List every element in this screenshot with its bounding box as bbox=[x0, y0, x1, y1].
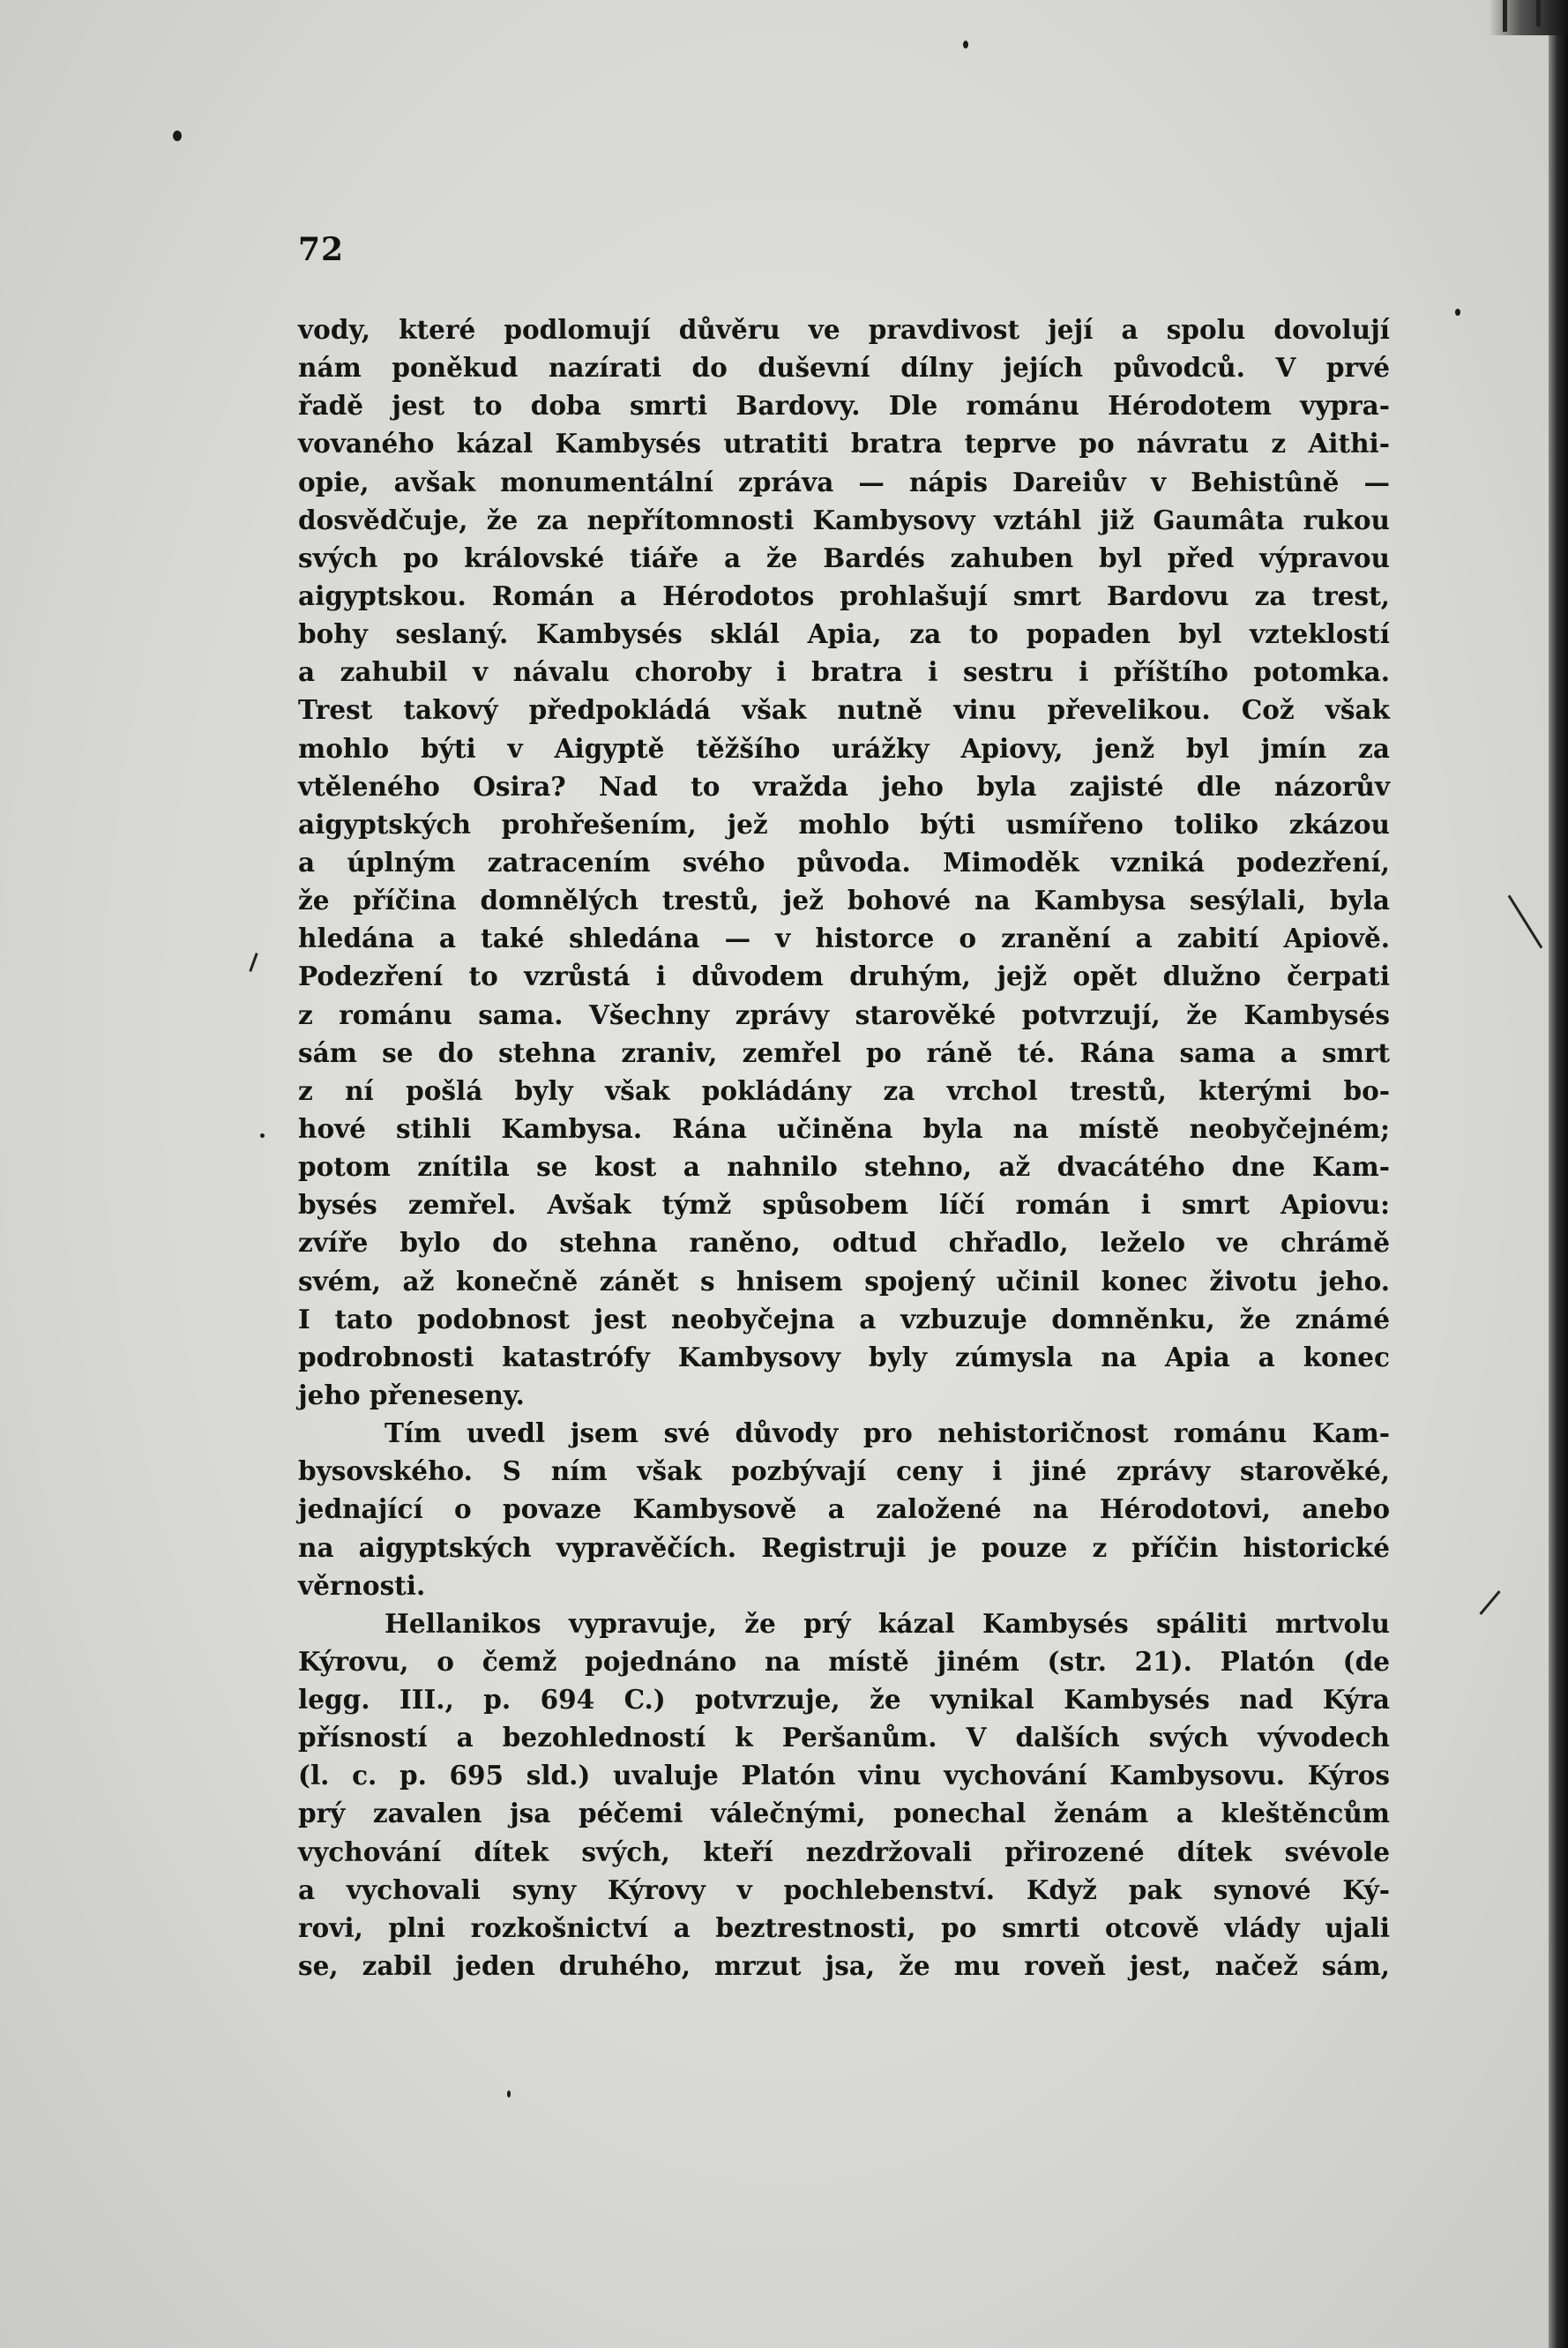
text-line: věrnosti. bbox=[298, 1569, 426, 1601]
text-line: rovi, plni rozkošnictví a beztrestnosti, po smrti otcově vlády ujali bbox=[298, 1911, 1390, 1943]
text-line: a úplným zatracením svého původa. Mimoděk vzniká podezření, bbox=[298, 846, 1390, 878]
text-line: aigyptskou. Román a Hérodotos prohlašují smrt Bardovu za trest, bbox=[298, 580, 1390, 611]
text-line: zvíře bylo do stehna raněno, odtud chřadlo, leželo ve chrámě bbox=[298, 1227, 1390, 1259]
text-line: vody, které podlomují důvěru ve pravdivost její a spolu dovolují bbox=[298, 314, 1390, 345]
text-line: podrobnosti katastrófy Kambysovy byly zúmysla na Apia a konec bbox=[298, 1341, 1390, 1372]
text-line: I tato podobnost jest neobyčejna a vzbuzuje domněnku, že známé bbox=[298, 1303, 1390, 1335]
text-line: opie, avšak monumentální zpráva — nápis Dareiův v Behistûně — bbox=[298, 466, 1390, 497]
text-line: mohlo býti v Aigyptě těžšího urážky Apiovy, jenž byl jmín za bbox=[298, 732, 1390, 764]
page-corner-shadow bbox=[1489, 0, 1568, 35]
text-line: Kýrovu, o čemž pojednáno na místě jiném (str. 21). Platón (de bbox=[298, 1645, 1390, 1677]
text-line: bysés zemřel. Avšak týmž spůsobem líčí román i smrt Apiovu: bbox=[298, 1189, 1390, 1221]
text-line: bysovského. S ním však pozbývají ceny i jiné zprávy starověké, bbox=[298, 1455, 1390, 1487]
text-line: Tím uvedl jsem své důvody pro nehistoričnost románu Kam- bbox=[385, 1417, 1390, 1449]
text-line: jeho přeneseny. bbox=[298, 1379, 525, 1410]
text-line: hové stihli Kambysa. Rána učiněna byla na místě neobyčejném; bbox=[298, 1112, 1390, 1144]
page-edge-shadow bbox=[1549, 0, 1568, 2348]
text-line: Hellanikos vypravuje, že prý kázal Kambysés spáliti mrtvolu bbox=[385, 1607, 1390, 1639]
text-line: (l. c. p. 695 sld.) uvaluje Platón vinu vychování Kambysovu. Kýros bbox=[298, 1760, 1390, 1791]
text-line: nám poněkud nazírati do duševní dílny jejích původců. V prvé bbox=[298, 352, 1390, 384]
scan-speck bbox=[1455, 309, 1460, 316]
text-line: bohy seslaný. Kambysés sklál Apia, za to popaden byl vzteklostí bbox=[298, 618, 1390, 650]
text-line: jednající o povaze Kambysově a založené na Hérodotovi, anebo bbox=[298, 1493, 1390, 1525]
text-line: se, zabil jeden druhého, mrzut jsa, že mu roveň jest, načež sám, bbox=[298, 1950, 1390, 1982]
text-line: hledána a také shledána — v historce o zranění a zabití Apiově. bbox=[298, 923, 1390, 954]
scan-mark bbox=[249, 953, 258, 972]
body-text bbox=[298, 310, 1390, 1985]
scan-mark bbox=[1536, 0, 1541, 26]
scan-speck bbox=[173, 131, 182, 141]
text-line: potom znítila se kost a nahnilo stehno, až dvacátého dne Kam- bbox=[298, 1151, 1390, 1183]
text-line: aigyptských prohřešením, jež mohlo býti usmířeno toliko zkázou bbox=[298, 808, 1390, 840]
text-line: vovaného kázal Kambysés utratiti bratra teprve po návratu z Aithi- bbox=[298, 428, 1390, 460]
text-line: legg. III., p. 694 C.) potvrzuje, že vynikal Kambysés nad Kýra bbox=[298, 1684, 1390, 1716]
text-line: přísností a bezohledností k Peršanům. V dalších svých vývodech bbox=[298, 1722, 1390, 1754]
scan-speck bbox=[507, 2090, 511, 2097]
text-line: vychování dítek svých, kteří nezdržovali přirozené dítek svévole bbox=[298, 1836, 1390, 1867]
text-line: že příčina domnělých trestů, jež bohové na Kambysa sesýlali, byla bbox=[298, 885, 1390, 916]
scan-speck bbox=[260, 1133, 265, 1138]
scan-mark bbox=[1508, 895, 1543, 949]
text-line: dosvědčuje, že za nepřítomnosti Kambysovy vztáhl již Gaumâta rukou bbox=[298, 504, 1390, 535]
scan-speck bbox=[963, 41, 968, 49]
text-line: řadě jest to doba smrti Bardovy. Dle románu Hérodotem vypra- bbox=[298, 390, 1390, 422]
text-line: z ní pošlá byly však pokládány za vrchol trestů, kterými bo- bbox=[298, 1074, 1390, 1106]
text-line: svém, až konečně zánět s hnisem spojený učinil konec životu jeho. bbox=[298, 1265, 1390, 1297]
text-line: svých po královské tiáře a že Bardés zahuben byl před výpravou bbox=[298, 542, 1390, 573]
text-line: Podezření to vzrůstá i důvodem druhým, jejž opět dlužno čerpati bbox=[298, 961, 1390, 992]
text-line: sám se do stehna zraniv, zemřel po ráně té. Rána sama a smrt bbox=[298, 1036, 1390, 1068]
text-line: a vychovali syny Kýrovy v pochlebenství. Když pak synové Ký- bbox=[298, 1873, 1390, 1905]
text-line: Trest takový předpokládá však nutně vinu převelikou. Což však bbox=[298, 694, 1390, 726]
text-line: prý zavalen jsa péčemi válečnými, ponechal ženám a kleštěncům bbox=[298, 1798, 1390, 1829]
page-number: 72 bbox=[298, 231, 345, 268]
text-line: vtěleného Osira? Nad to vražda jeho byla zajisté dle názorův bbox=[298, 770, 1390, 802]
text-line: na aigyptských vypravěčích. Registruji je pouze z příčin historické bbox=[298, 1531, 1390, 1563]
text-line: a zahubil v návalu choroby i bratra i sestru i příštího potomka. bbox=[298, 656, 1390, 688]
text-line: z románu sama. Všechny zprávy starověké potvrzují, že Kambysés bbox=[298, 998, 1390, 1030]
scan-mark bbox=[1479, 1590, 1500, 1615]
scan-mark bbox=[1503, 0, 1507, 32]
